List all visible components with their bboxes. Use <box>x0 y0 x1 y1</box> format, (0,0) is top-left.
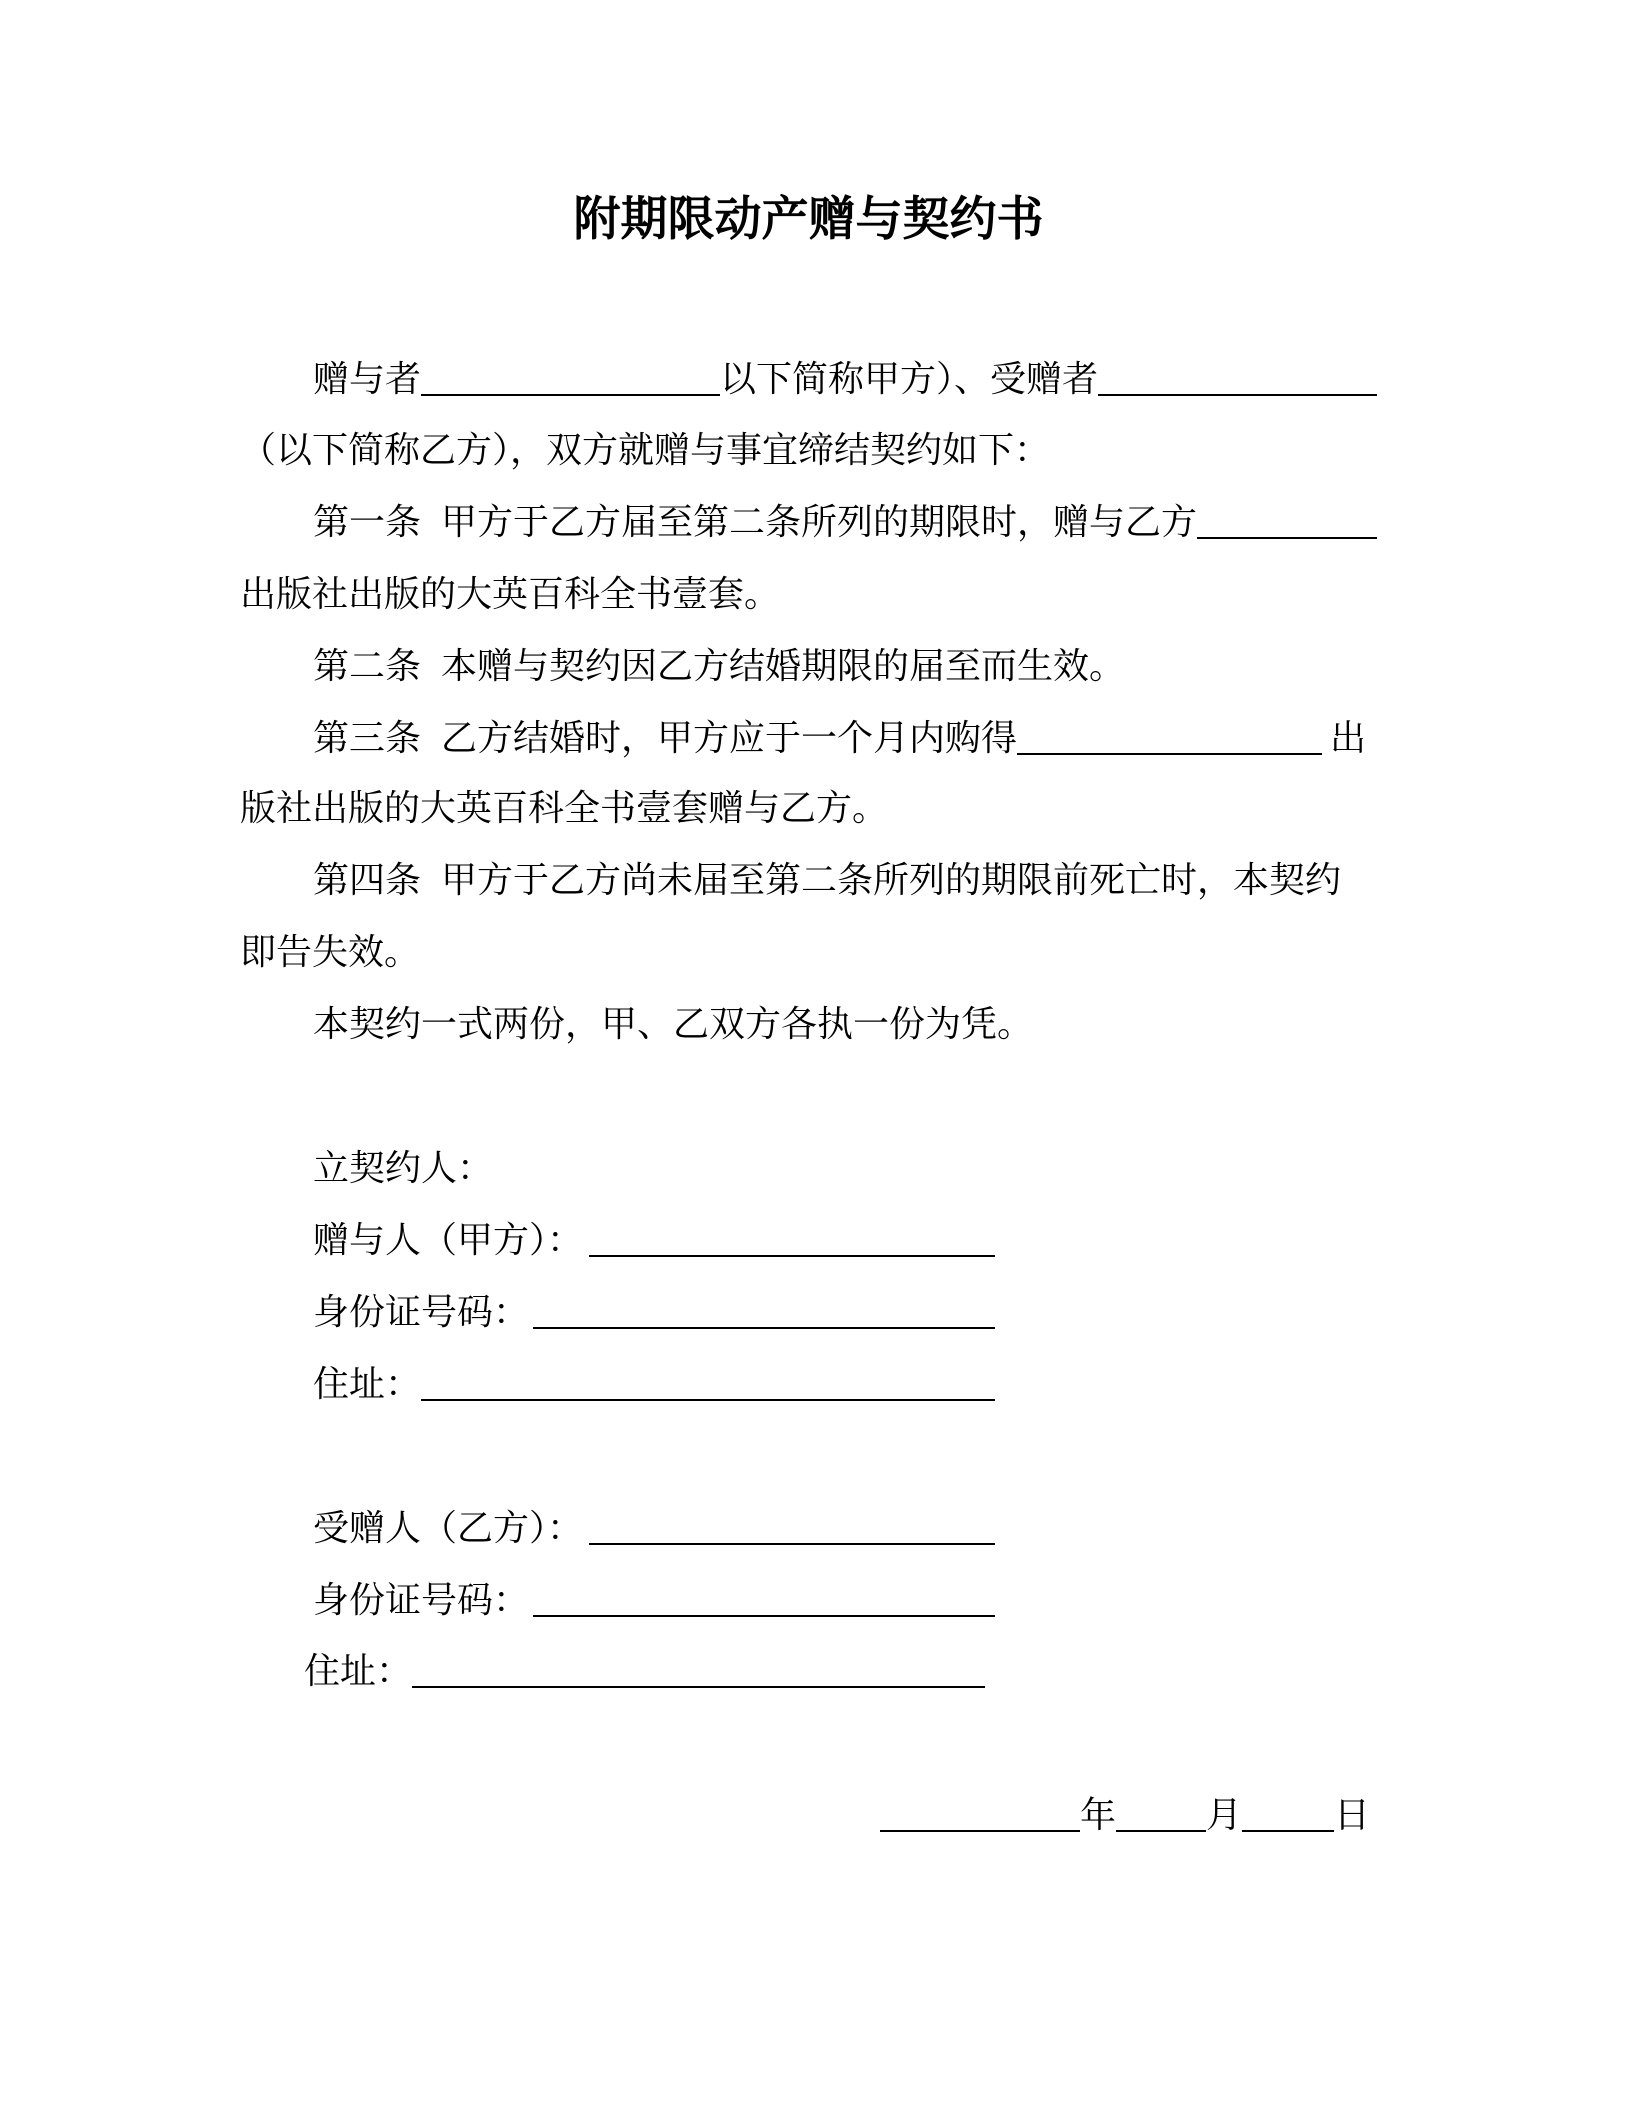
donor-id-label: 身份证号码： <box>313 1292 530 1333</box>
article-3-line-1 <box>313 703 1366 775</box>
year-blank <box>880 1780 1080 1832</box>
donor-id-line <box>313 1277 995 1349</box>
article-4-text-cont: 即告失效。 <box>240 932 421 973</box>
article-3-text: 乙方结婚时，甲方应于一个月内购得 <box>441 718 1018 759</box>
month-label: 月 <box>1206 1795 1243 1836</box>
article-4-label: 第四条 <box>313 860 422 901</box>
donee-id-label: 身份证号码： <box>313 1580 530 1621</box>
donee-id-blank <box>533 1565 995 1617</box>
month-blank <box>1116 1780 1206 1832</box>
donee-address-blank <box>412 1636 985 1688</box>
donor-label: 赠与者 <box>313 359 422 400</box>
donee-party-line <box>313 1493 995 1565</box>
article-1-text-cont: 出版社出版的大英百科全书壹套。 <box>240 574 781 615</box>
closing-text: 本契约一式两份，甲、乙双方各执一份为凭。 <box>313 1004 1034 1045</box>
intro-middle-text: 以下简称甲方）、受赠者 <box>720 359 1099 400</box>
article-2-line-1 <box>313 631 1125 703</box>
donor-id-blank <box>533 1277 995 1329</box>
article-1-line-1 <box>313 487 1377 559</box>
donee-id-line <box>313 1565 995 1637</box>
intro-line-2 <box>240 415 1050 487</box>
day-blank <box>1242 1780 1334 1832</box>
article-3-text-end: 出 <box>1329 718 1366 759</box>
document-title: 附期限动产赠与契约书 <box>573 192 1044 247</box>
signatures-heading-text: 立契约人： <box>313 1148 494 1189</box>
article-2-label: 第二条 <box>313 646 422 687</box>
day-label: 日 <box>1334 1795 1371 1836</box>
intro-line-2-text: （以下简称乙方），双方就赠与事宜缔结契约如下： <box>240 430 1051 471</box>
donor-name-blank <box>421 344 720 396</box>
publisher-blank-2 <box>1017 703 1322 755</box>
donee-address-label: 住址： <box>304 1651 413 1692</box>
article-3-text-cont: 版社出版的大英百科全书壹套赠与乙方。 <box>240 788 889 829</box>
closing-line <box>313 989 1033 1061</box>
donor-address-blank <box>421 1349 995 1401</box>
donor-party-label: 赠与人（甲方）： <box>313 1220 584 1261</box>
donee-name-blank <box>1098 344 1377 396</box>
article-1-label: 第一条 <box>313 502 422 543</box>
article-1-line-2 <box>240 559 780 631</box>
article-3-label: 第三条 <box>313 718 422 759</box>
date-line <box>880 1780 1370 1852</box>
donor-address-line <box>313 1349 995 1421</box>
donee-address-line <box>304 1636 985 1708</box>
article-1-text: 甲方于乙方届至第二条所列的期限时，赠与乙方 <box>441 502 1198 543</box>
publisher-blank-1 <box>1197 487 1377 539</box>
donee-party-blank <box>589 1493 995 1545</box>
year-label: 年 <box>1080 1795 1117 1836</box>
article-4-line-1 <box>313 845 1341 917</box>
article-2-text: 本赠与契约因乙方结婚期限的届至而生效。 <box>441 646 1126 687</box>
article-3-line-2 <box>240 773 888 845</box>
article-4-line-2 <box>240 917 420 989</box>
donee-party-label: 受赠人（乙方）： <box>313 1508 584 1549</box>
signatures-heading <box>313 1133 493 1205</box>
article-4-text: 甲方于乙方尚未届至第二条所列的期限前死亡时，本契约 <box>441 860 1342 901</box>
donor-address-label: 住址： <box>313 1364 422 1405</box>
intro-line-1 <box>313 344 1377 416</box>
donor-party-blank <box>589 1205 995 1257</box>
donor-party-line <box>313 1205 995 1277</box>
